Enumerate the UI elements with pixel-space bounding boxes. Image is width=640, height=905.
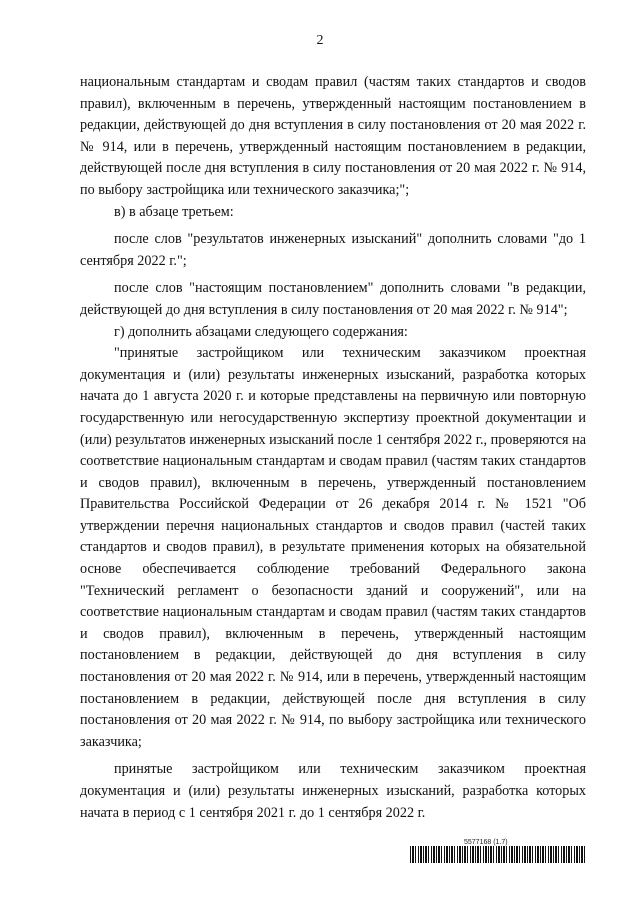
paragraph-continuation: национальным стандартам и сводам правил (частям таких стандартов и сводов правил), включенным в перечень, утвержденный настоящим постановлением в редакции, действующей до дня вступления в силу постановления от 20 мая 2022 г. № 914, или в перечень, утвержденный настоящим постановлением в редакции, действующей после дня вступления в силу постановления от 20 мая 2022 г. № 914, по выбору застройщика или технического заказчика;"; bbox=[80, 74, 586, 198]
paragraph-item-v: в) в абзаце третьем: bbox=[114, 203, 234, 220]
document-code: 5577168 (1.7) bbox=[464, 839, 508, 846]
document-body bbox=[80, 72, 586, 824]
paragraph-amendment-1: после слов "результатов инженерных изысканий" дополнить словами "до 1 сентября 2022 г."; bbox=[80, 231, 586, 269]
page-number: 2 bbox=[316, 33, 324, 48]
paragraph-new-text-1: "принятые застройщиком или техническим заказчиком проектная документация и (или) результаты инженерных изысканий, разработка которых начата до 1 августа 2020 г. и которые представлены на первичную или повторную государственную или негосударственную экспертизу проектной документации и (или) результатов инженерных изысканий после 1 сентября 2022 г., проверяются на соответствие национальным стандартам и сводам правил (частям таких стандартов и сводов правил), включенным в перечень, утвержденный постановлением Правительства Российской Федерации от 26 декабря 2014 г. № 1521 "Об утверждении перечня национальных стандартов и сводов правил (частей таких стандартов и сводов правил), в результате применения которых на обязательной основе обеспечивается соблюдение требований Федерального закона "Технический регламент о безопасности зданий и сооружений", или на соответствие национальным стандартам и сводам правил (частям таких стандартов и сводов правил), включенным в перечень, утвержденный настоящим постановлением в редакции, действующей до дня вступления в силу постановления от 20 мая 2022 г. № 914, или в перечень, утвержденный настоящим постановлением в редакции, действующей после дня вступления в силу постановления от 20 мая 2022 г. № 914, по выбору застройщика или технического заказчика; bbox=[80, 345, 586, 750]
paragraph-amendment-2: после слов "настоящим постановлением" дополнить словами "в редакции, действующей до дня вступления в силу постановления от 20 мая 2022 г. № 914"; bbox=[80, 280, 586, 318]
paragraph-new-text-2: принятые застройщиком или техническим заказчиком проектная документация и (или) результаты инженерных изысканий, разработка которых начата в период с 1 сентября 2021 г. до 1 сентября 2022 г. bbox=[80, 761, 586, 821]
barcode-icon bbox=[410, 846, 586, 863]
paragraph-item-g: г) дополнить абзацами следующего содержания: bbox=[114, 323, 408, 340]
